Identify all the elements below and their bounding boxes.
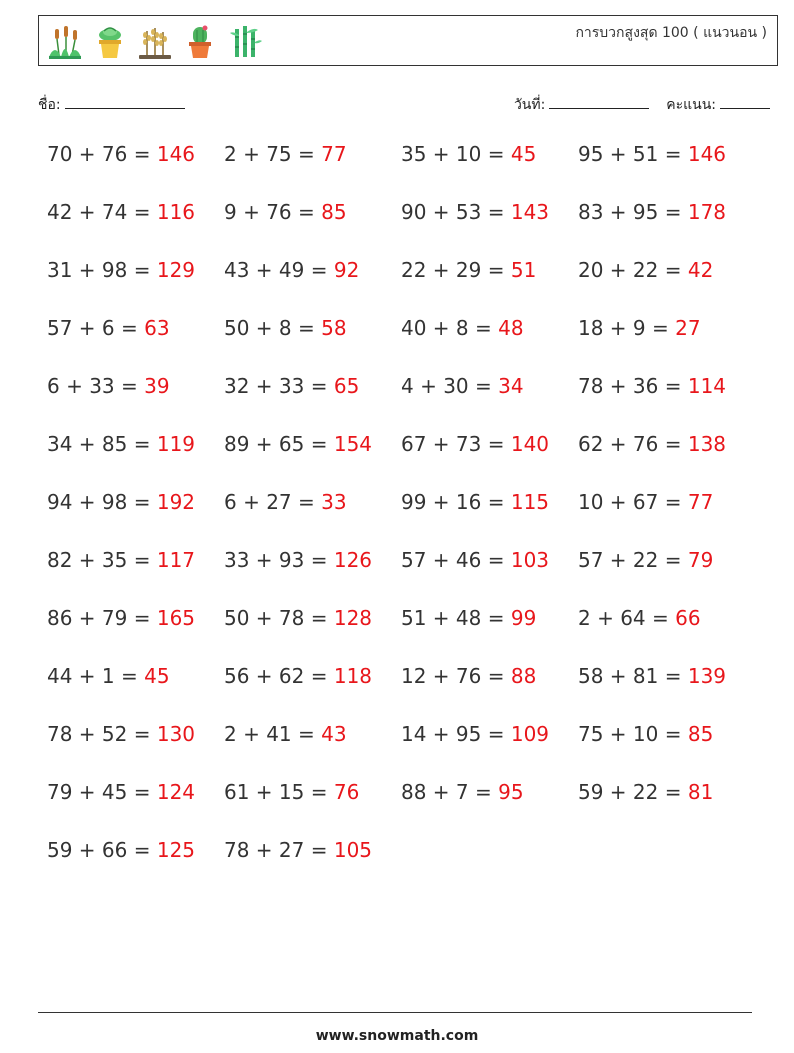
problem-item [578,722,713,746]
problem-question: 22 + 29 = [401,258,511,282]
problem-question: 31 + 98 = [47,258,157,282]
problem-answer: 81 [687,780,714,804]
problem-answer: 45 [144,664,170,688]
problem-answer: 95 [498,780,524,804]
problem-item [578,780,713,804]
problem-question: 99 + 16 = [401,490,511,514]
problem-item [401,490,549,514]
problem-item [578,258,713,282]
problem-question: 78 + 52 = [47,722,157,746]
problem-item [224,780,359,804]
problem-item [47,664,170,688]
problem-answer: 85 [321,200,347,224]
problem-item [47,432,195,456]
problem-answer: 119 [156,432,196,456]
problem-answer: 105 [333,838,373,862]
problem-answer: 63 [144,316,170,340]
problem-answer: 45 [510,142,537,166]
potted-succulent-icon [92,23,128,61]
name-label: ชื่อ: [38,97,61,113]
problem-item [224,838,372,862]
problem-answer: 79 [687,548,714,572]
problem-item [47,780,195,804]
problem-item [47,606,195,630]
worksheet-title: การบวกสูงสุด 100 ( แนวนอน ) [575,25,767,41]
score-blank[interactable] [720,94,770,109]
problem-answer: 114 [687,374,727,398]
problem-question: 57 + 22 = [578,548,688,572]
score-label: คะแนน: [666,97,716,113]
problem-item [224,490,347,514]
problem-item [401,432,549,456]
problem-item [224,606,372,630]
problem-question: 59 + 66 = [47,838,157,862]
worksheet-header [38,15,778,66]
problem-question: 67 + 73 = [401,432,511,456]
date-label: วันที่: [513,97,546,113]
bamboo-icon [227,23,263,61]
problem-item [47,722,195,746]
problem-question: 50 + 8 = [224,316,322,340]
problem-question: 34 + 85 = [47,432,157,456]
problem-item [578,316,701,340]
problem-answer: 48 [498,316,524,340]
problem-item [401,664,536,688]
problem-question: 51 + 48 = [401,606,511,630]
problem-answer: 77 [321,142,347,166]
problem-question: 56 + 62 = [224,664,334,688]
problem-item [47,838,195,862]
problem-question: 12 + 76 = [401,664,511,688]
problem-answer: 39 [144,374,170,398]
problem-answer: 139 [687,664,727,688]
problem-question: 62 + 76 = [578,432,688,456]
problem-question: 79 + 45 = [47,780,157,804]
problem-item [578,490,713,514]
problem-item [224,316,347,340]
name-blank[interactable] [65,94,185,109]
problem-answer: 118 [333,664,373,688]
problem-question: 90 + 53 = [401,200,511,224]
problem-item [224,432,372,456]
problem-item [47,374,170,398]
problem-question: 14 + 95 = [401,722,511,746]
problem-answer: 125 [156,838,196,862]
problem-answer: 138 [687,432,727,456]
problem-item [47,548,195,572]
problem-answer: 43 [321,722,347,746]
problem-question: 44 + 1 = [47,664,145,688]
problem-answer: 99 [510,606,537,630]
problem-answer: 109 [510,722,550,746]
problem-question: 78 + 36 = [578,374,688,398]
problem-question: 58 + 81 = [578,664,688,688]
problem-answer: 116 [156,200,196,224]
problem-answer: 58 [321,316,347,340]
problem-answer: 129 [156,258,196,282]
wheat-icon [137,23,173,61]
problem-question: 10 + 67 = [578,490,688,514]
problem-item [401,548,549,572]
date-blank[interactable] [549,94,649,109]
problem-question: 94 + 98 = [47,490,157,514]
problem-item [401,258,536,282]
cattail-icon [47,23,83,61]
name-field [38,94,185,116]
problem-answer: 128 [333,606,373,630]
problem-item [401,722,549,746]
problem-question: 89 + 65 = [224,432,334,456]
problem-item [578,374,726,398]
problem-answer: 76 [333,780,360,804]
problem-item [224,722,347,746]
problem-item [401,316,524,340]
problem-answer: 124 [156,780,196,804]
problem-question: 40 + 8 = [401,316,499,340]
problem-answer: 192 [156,490,196,514]
problem-answer: 165 [156,606,196,630]
problem-item [47,200,195,224]
problem-item [224,548,372,572]
problem-question: 4 + 30 = [401,374,499,398]
problem-item [401,374,524,398]
problem-answer: 33 [321,490,347,514]
problem-question: 61 + 15 = [224,780,334,804]
problem-question: 9 + 76 = [224,200,322,224]
problem-answer: 103 [510,548,550,572]
problem-item [401,200,549,224]
problem-answer: 130 [156,722,196,746]
cactus-pot-icon [182,23,218,61]
problem-question: 2 + 41 = [224,722,322,746]
footer-url: www.snowmath.com [315,1028,479,1044]
problem-item [578,432,726,456]
problem-item [401,780,524,804]
problem-question: 95 + 51 = [578,142,688,166]
problem-question: 86 + 79 = [47,606,157,630]
problem-answer: 143 [510,200,550,224]
problem-item [47,142,195,166]
problem-item [224,258,359,282]
problem-answer: 34 [498,374,524,398]
problem-answer: 85 [687,722,714,746]
problem-answer: 51 [510,258,537,282]
problem-question: 50 + 78 = [224,606,334,630]
footer-divider [38,1012,752,1013]
problem-question: 6 + 27 = [224,490,322,514]
problem-question: 83 + 95 = [578,200,688,224]
problem-item [578,142,726,166]
problem-item [47,490,195,514]
problem-answer: 27 [675,316,701,340]
problem-question: 2 + 75 = [224,142,322,166]
problem-item [578,606,701,630]
problem-item [401,606,536,630]
problem-question: 43 + 49 = [224,258,334,282]
problem-question: 78 + 27 = [224,838,334,862]
problem-question: 59 + 22 = [578,780,688,804]
problem-item [578,200,726,224]
problem-item [47,316,170,340]
problem-item [578,664,726,688]
problem-answer: 88 [510,664,537,688]
problem-item [578,548,713,572]
problem-answer: 117 [156,548,196,572]
problem-question: 2 + 64 = [578,606,676,630]
problem-answer: 42 [687,258,714,282]
problem-answer: 178 [687,200,727,224]
problem-answer: 154 [333,432,373,456]
problem-answer: 115 [510,490,550,514]
problem-question: 32 + 33 = [224,374,334,398]
problem-answer: 126 [333,548,373,572]
problem-answer: 140 [510,432,550,456]
problem-question: 57 + 46 = [401,548,511,572]
problem-question: 33 + 93 = [224,548,334,572]
problem-answer: 77 [687,490,714,514]
problem-item [224,664,372,688]
problem-item [224,142,347,166]
problem-question: 42 + 74 = [47,200,157,224]
problem-answer: 92 [333,258,360,282]
problem-question: 57 + 6 = [47,316,145,340]
problem-question: 70 + 76 = [47,142,157,166]
problem-question: 6 + 33 = [47,374,145,398]
problem-question: 75 + 10 = [578,722,688,746]
problem-item [401,142,536,166]
problem-answer: 65 [333,374,360,398]
date-score-fields [514,94,770,116]
problem-answer: 146 [687,142,727,166]
problem-question: 20 + 22 = [578,258,688,282]
problem-item [224,200,347,224]
header-icons [47,22,263,62]
problem-item [224,374,359,398]
problem-question: 82 + 35 = [47,548,157,572]
problem-question: 18 + 9 = [578,316,676,340]
problem-question: 88 + 7 = [401,780,499,804]
problem-answer: 146 [156,142,196,166]
problem-answer: 66 [675,606,701,630]
problem-item [47,258,195,282]
problem-question: 35 + 10 = [401,142,511,166]
